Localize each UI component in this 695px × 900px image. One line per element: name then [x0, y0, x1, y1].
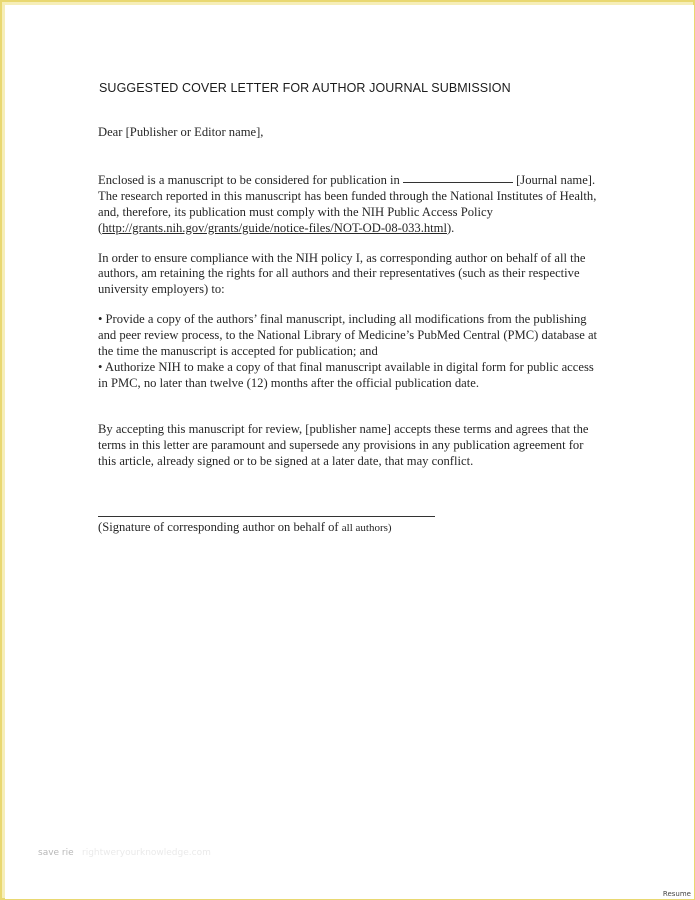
para1-end: ).	[446, 220, 455, 235]
signature-caption-small: all authors)	[341, 522, 392, 534]
journal-blank-line	[403, 172, 513, 183]
watermark-logo: save rie	[38, 848, 74, 858]
salutation: Dear [Publisher or Editor name],	[98, 125, 264, 139]
letter-title: SUGGESTED COVER LETTER FOR AUTHOR JOURNAL SUBMISSION	[99, 81, 511, 95]
watermark-url: rightweryourknowledge.com	[82, 848, 211, 858]
signature-caption-main: (Signature of corresponding author on behalf of	[98, 520, 342, 534]
paragraph-enclosed	[98, 172, 598, 237]
para1-start: Enclosed is a manuscript to be considered for publication in	[98, 172, 403, 187]
paragraph-compliance: In order to ensure compliance with the NIH policy I, as corresponding author on behalf of all the authors, am retaining the rights for all authors and their representatives (such as their respective university employers) to:	[98, 250, 586, 297]
signature-caption	[98, 520, 392, 535]
signature-line	[98, 516, 435, 517]
nih-policy-link[interactable]: http://grants.nih.gov/grants/guide/notice-files/NOT-OD-08-033.html	[102, 220, 447, 235]
bullet-provide-copy: • Provide a copy of the authors’ final manuscript, including all modifications from the publishing and peer review process, to the National Library of Medicine’s PubMed Central (PMC) database at the time the manuscript is accepted for publication; and	[98, 312, 598, 359]
watermark-resume: Resume	[662, 890, 691, 898]
paragraph-accepting: By accepting this manuscript for review, [publisher name] accepts these terms and agrees that the terms in this letter are paramount and supersede any provisions in any publication agreement for this article, already signed or to be signed at a later date, that may conflict.	[98, 421, 589, 468]
letter-body	[98, 125, 598, 470]
para1-middle: [Journal name]. The research reported in this manuscript has been funded through the National Institutes of Health, and, therefore, its publication must comply with the NIH Public Access Policy (	[98, 172, 597, 235]
bullet-authorize-nih: • Authorize NIH to make a copy of that final manuscript available in digital form for public access in PMC, no later than twelve (12) months after the official publication date.	[98, 359, 594, 390]
